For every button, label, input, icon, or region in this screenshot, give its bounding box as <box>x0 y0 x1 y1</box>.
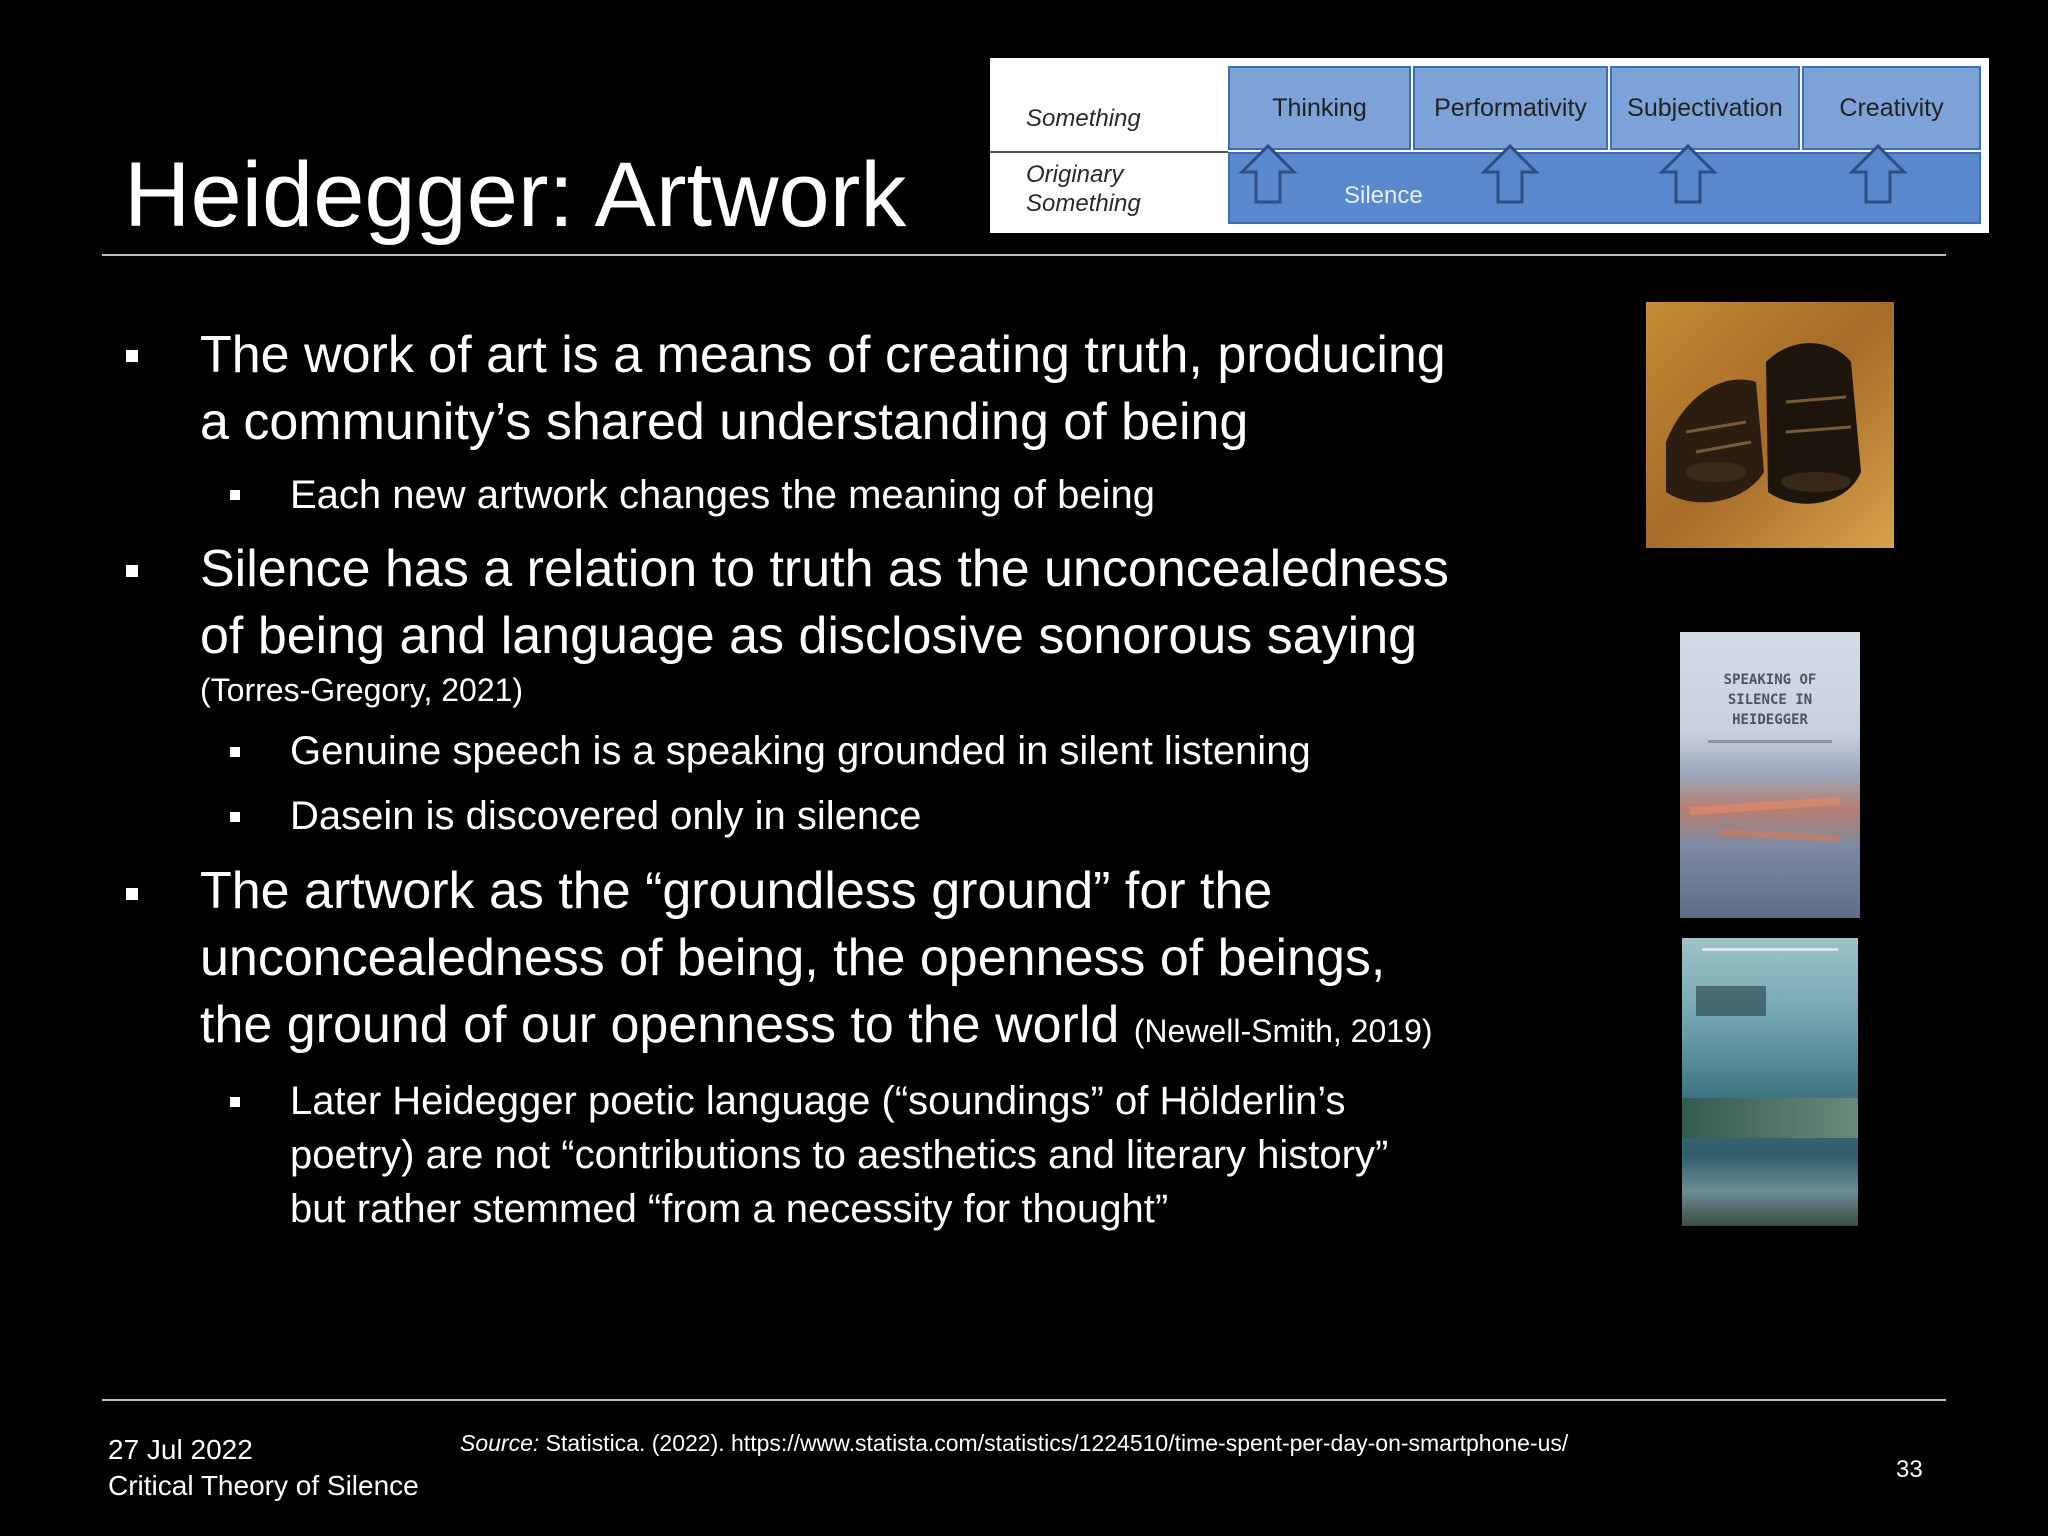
book-title-line-1: SPEAKING OF <box>1723 672 1817 688</box>
diagram-label-line2: Something <box>1026 190 1141 217</box>
sub-bullet-marker <box>230 747 240 757</box>
bullet-3-sub-line-3: but rather stemmed “from a necessity for thought” <box>290 1187 1169 1231</box>
diagram-row-divider <box>990 151 1228 153</box>
slide-title: Heidegger: Artwork <box>124 144 907 246</box>
bullet-3-sub-line-1: Later Heidegger poetic language (“soundings” of Hölderlin’s <box>290 1079 1346 1123</box>
bullet-3-sub-1 <box>290 1074 1590 1236</box>
footer-divider <box>102 1399 1946 1401</box>
bullet-1-line-2: a community’s shared understanding of being <box>200 393 1249 451</box>
book-title-block <box>1696 986 1766 1016</box>
book-cloud-stripe <box>1690 797 1840 815</box>
up-arrow-icon <box>1656 142 1720 206</box>
sub-bullet-marker <box>230 812 240 822</box>
diagram-box-performativity: Performativity <box>1413 66 1608 150</box>
book-cover-sounding-silence <box>1682 938 1858 1226</box>
book-header-bar <box>1702 948 1838 951</box>
bullet-3-sub-line-2: poetry) are not “contributions to aesthetics and literary history” <box>290 1133 1389 1177</box>
diagram-box-subjectivation: Subjectivation <box>1610 66 1800 150</box>
footer-date: 27 Jul 2022 <box>108 1434 253 1465</box>
book-mountain-shape <box>1682 1098 1858 1138</box>
up-arrow-icon <box>1236 142 1300 206</box>
diagram-label-something: Something <box>1026 105 1141 132</box>
bullet-1-sub-1: Each new artwork changes the meaning of being <box>290 473 1155 517</box>
diagram-base-label: Silence <box>1344 182 1423 209</box>
book-title-line-3: HEIDEGGER <box>1732 712 1808 728</box>
bullet-2-sub-2: Dasein is discovered only in silence <box>290 794 922 838</box>
bullet-marker <box>126 565 138 577</box>
bullet-3-line-3 <box>200 992 1590 1065</box>
source-citation: Statistica. (2022). https://www.statista.com/statistics/1224510/time-spent-per-day-on-smartphone-us/ <box>539 1430 1569 1456</box>
sub-bullet-marker <box>230 1097 240 1107</box>
diagram-box-thinking: Thinking <box>1228 66 1411 150</box>
boots-painting-image <box>1646 302 1894 548</box>
bullet-2-citation: (Torres-Gregory, 2021) <box>200 672 524 708</box>
book-cloud-stripe <box>1720 829 1840 842</box>
bullet-3-line-1: The artwork as the “groundless ground” for the <box>200 862 1273 920</box>
bullet-2-sub-1: Genuine speech is a speaking grounded in silent listening <box>290 729 1311 773</box>
diagram-box-creativity: Creativity <box>1802 66 1981 150</box>
diagram-label-originary-something <box>990 160 1228 218</box>
bullet-marker <box>126 888 138 900</box>
diagram-label-line1: Originary <box>1026 161 1124 188</box>
bullet-2 <box>200 536 1590 710</box>
source-label: Source: <box>460 1430 540 1456</box>
book-title-line-2: SILENCE IN <box>1727 692 1813 708</box>
up-arrow-icon <box>1478 142 1542 206</box>
silence-diagram <box>990 58 1989 233</box>
footer-course-title: Critical Theory of Silence <box>108 1470 419 1501</box>
sub-bullet-marker <box>230 490 240 500</box>
book-author-bar <box>1708 740 1832 743</box>
bullet-3 <box>200 858 1590 1065</box>
bullet-2-line-2: of being and language as disclosive sonorous saying <box>200 607 1418 665</box>
bullet-3-line-3-text: the ground of our openness to the world <box>200 996 1120 1054</box>
bullet-1-line-1: The work of art is a means of creating truth, producing <box>200 326 1446 384</box>
bullet-marker <box>126 350 138 362</box>
bullet-1 <box>200 322 1590 456</box>
book-cover-speaking-of-silence <box>1680 632 1860 918</box>
bullet-3-line-2: unconcealedness of being, the openness of beings, <box>200 929 1386 987</box>
footer-source <box>460 1428 1568 1458</box>
bullet-3-citation: (Newell-Smith, 2019) <box>1133 1013 1433 1049</box>
page-number: 33 <box>1896 1456 1923 1483</box>
title-divider <box>102 254 1946 256</box>
up-arrow-icon <box>1846 142 1910 206</box>
bullet-2-line-1: Silence has a relation to truth as the unconcealedness <box>200 540 1449 598</box>
